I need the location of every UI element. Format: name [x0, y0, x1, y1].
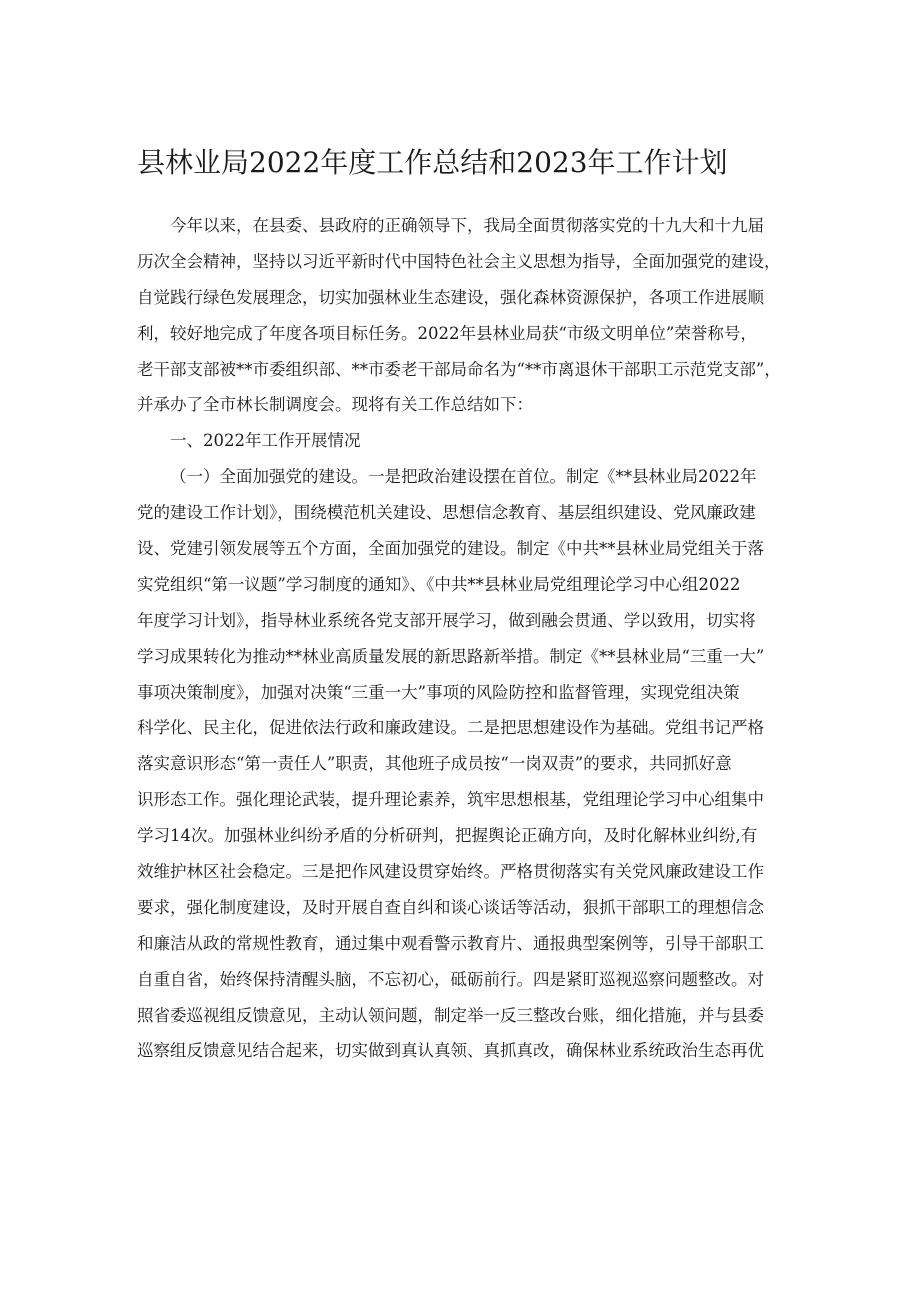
paragraph-line: 照省委巡视组反馈意见，主动认领问题，制定举一反三整改台账，细化措施，并与县委 — [137, 1005, 764, 1025]
page-title: 县林业局2022年度工作总结和2023年工作计划 — [137, 146, 728, 179]
paragraph-line: 学习14次。加强林业纠纷矛盾的分析研判，把握舆论正确方向，及时化解林业纠纷,有 — [137, 826, 758, 846]
paragraph-line: 党的建设工作计划》，围绕模范机关建设、思想信念教育、基层组织建设、党风廉政建 — [137, 503, 756, 523]
paragraph-line: （一）全面加强党的建设。一是把政治建设摆在首位。制定《**县林业局2022年 — [170, 467, 757, 487]
paragraph-line: 巡察组反馈意见结合起来，切实做到真认真领、真抓真改，确保林业系统政治生态再优 — [137, 1041, 764, 1061]
paragraph-line: 科学化、民主化，促进依法行政和廉政建设。二是把思想建设作为基础。党组书记严格 — [137, 718, 764, 738]
paragraph-line: 并承办了全市林长制调度会。现将有关工作总结如下： — [137, 395, 533, 415]
paragraph-line: 今年以来，在县委、县政府的正确领导下，我局全面贯彻落实党的十九大和十九届 — [170, 216, 764, 235]
paragraph-line: 效维护林区社会稳定。三是把作风建设贯穿始终。严格贯彻落实有关党风廉政建设工作 — [137, 862, 764, 882]
section-heading: 一、2022年工作开展情况 — [170, 431, 361, 451]
paragraph-line: 自觉践行绿色发展理念，切实加强林业生态建设，强化森林资源保护，各项工作进展顺 — [137, 287, 764, 307]
paragraph-line: 学习成果转化为推动**林业高质量发展的新思路新举措。制定《**县林业局“三重一大” — [137, 646, 765, 666]
paragraph-line: 利，较好地完成了年度各项目标任务。2022年县林业局获“市级文明单位”荣誉称号， — [137, 323, 757, 343]
document-body — [137, 208, 797, 1069]
paragraph-line: 自重自省，始终保持清醒头脑，不忘初心，砥砺前行。四是紧盯巡视巡察问题整改。对 — [137, 969, 764, 989]
paragraph-line: 事项决策制度》，加强对决策“三重一大”事项的风险防控和监督管理，实现党组决策 — [137, 682, 740, 702]
paragraph-line: 设、党建引领发展等五个方面，全面加强党的建设。制定《中共**县林业局党组关于落 — [137, 539, 764, 559]
paragraph-line: 识形态工作。强化理论武装，提升理论素养，筑牢思想根基，党组理论学习中心组集中 — [137, 790, 764, 810]
paragraph-line: 年度学习计划》，指导林业系统各党支部开展学习，做到融会贯通、学以致用，切实将 — [137, 610, 756, 630]
paragraph-line: 实党组织“第一议题”学习制度的通知》、《中共**县林业局党组理论学习中心组2022 — [137, 574, 741, 594]
paragraph-line: 和廉洁从政的常规性教育，通过集中观看警示教育片、通报典型案例等，引导干部职工 — [137, 933, 764, 953]
paragraph-line: 历次全会精神，坚持以习近平新时代中国特色社会主义思想为指导，全面加强党的建设， — [137, 251, 781, 271]
paragraph-line: 老干部支部被**市委组织部、**市委老干部局命名为“**市离退休干部职工示范党支部”， — [137, 359, 781, 379]
paragraph-line: 落实意识形态“第一责任人”职责，其他班子成员按“一岗双责”的要求，共同抓好意 — [137, 754, 732, 774]
paragraph-line: 要求，强化制度建设，及时开展自查自纠和谈心谈话等活动，狠抓干部职工的理想信念 — [137, 897, 764, 917]
